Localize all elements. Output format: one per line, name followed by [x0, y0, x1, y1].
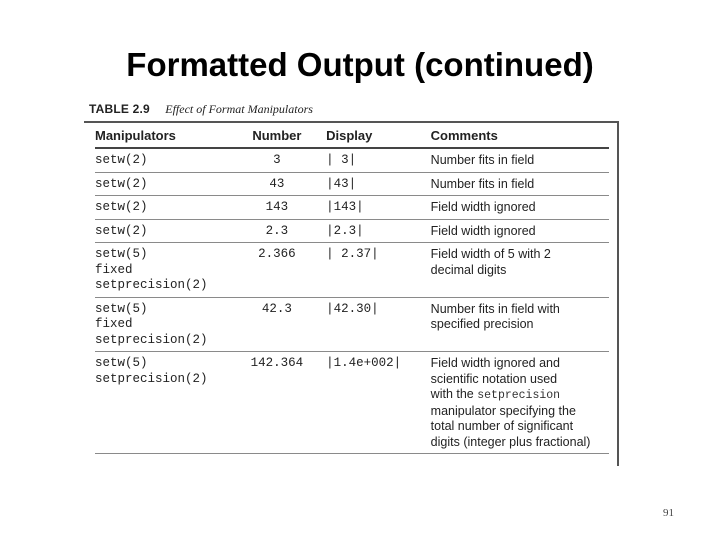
table-row: [95, 297, 609, 352]
number-cell: 142.364: [230, 352, 324, 454]
table-row: [95, 352, 609, 454]
table-right-rule: [617, 121, 619, 466]
manipulator-cell: setw(2): [95, 196, 230, 220]
manipulator-cell: setw(5) setprecision(2): [95, 352, 230, 454]
comment-cell: Number fits in field: [431, 148, 609, 172]
manipulator-cell: setw(5) fixed setprecision(2): [95, 297, 230, 352]
table-caption: [89, 102, 313, 117]
display-cell: | 3|: [324, 148, 431, 172]
table-label: TABLE 2.9: [89, 102, 150, 116]
manipulator-cell: setw(2): [95, 148, 230, 172]
number-cell: 2.3: [230, 219, 324, 243]
display-cell: |143|: [324, 196, 431, 220]
header-number: Number: [230, 124, 324, 148]
display-cell: |2.3|: [324, 219, 431, 243]
table-top-rule: [84, 121, 618, 123]
table-row: [95, 243, 609, 298]
display-cell: | 2.37|: [324, 243, 431, 298]
comment-cell: Field width ignored: [431, 196, 609, 220]
comment-cell: Field width of 5 with 2 decimal digits: [431, 243, 609, 298]
header-comments: Comments: [431, 124, 609, 148]
table-row: [95, 196, 609, 220]
table-description: Effect of Format Manipulators: [165, 102, 313, 116]
page-number: 91: [663, 507, 674, 519]
number-cell: 143: [230, 196, 324, 220]
manipulator-cell: setw(5) fixed setprecision(2): [95, 243, 230, 298]
manipulator-cell: setw(2): [95, 219, 230, 243]
manipulator-cell: setw(2): [95, 172, 230, 196]
comment-cell: Field width ignored and scientific notation used with the setprecision manipulator specifying the total number of significant digits (integer plus fractional): [431, 352, 609, 454]
number-cell: 43: [230, 172, 324, 196]
display-cell: |43|: [324, 172, 431, 196]
number-cell: 3: [230, 148, 324, 172]
manipulators-table: [95, 124, 609, 454]
number-cell: 42.3: [230, 297, 324, 352]
comment-cell: Number fits in field with specified precision: [431, 297, 609, 352]
comment-cell: Number fits in field: [431, 172, 609, 196]
display-cell: |42.30|: [324, 297, 431, 352]
header-display: Display: [324, 124, 431, 148]
slide-title: Formatted Output (continued): [126, 46, 594, 83]
display-cell: |1.4e+002|: [324, 352, 431, 454]
comment-cell: Field width ignored: [431, 219, 609, 243]
number-cell: 2.366: [230, 243, 324, 298]
table-row: [95, 148, 609, 172]
table-row: [95, 172, 609, 196]
table-header-row: [95, 124, 609, 148]
inline-code: setprecision: [477, 389, 561, 402]
table-row: [95, 219, 609, 243]
header-manipulators: Manipulators: [95, 124, 230, 148]
